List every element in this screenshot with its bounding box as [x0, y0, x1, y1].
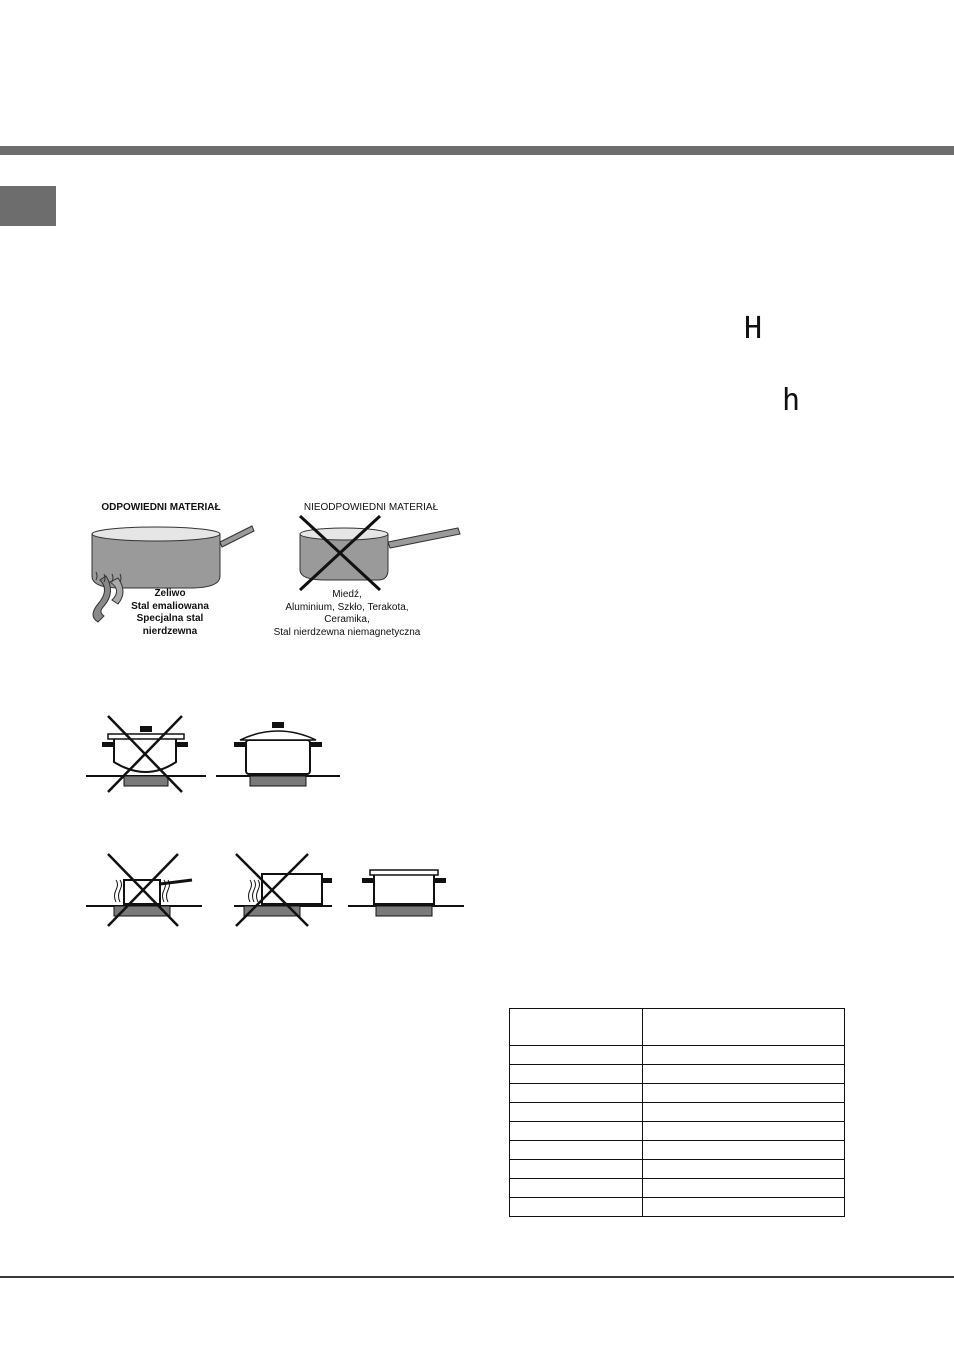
unsuitable-material-list [262, 589, 432, 639]
unsuitable-material-2: Aluminium, Szkło, Terakota, [285, 601, 409, 613]
table-cell [510, 1122, 643, 1141]
saucepan-icon [300, 528, 460, 580]
table-cell [510, 1084, 643, 1103]
table-cell [643, 1046, 845, 1065]
table-row [510, 1065, 845, 1084]
footer-rule [0, 1276, 954, 1278]
unsuitable-material-4: Stal nierdzewna niemagnetyczna [273, 626, 421, 638]
suitable-material-2: Stal emaliowana [131, 600, 209, 612]
table-row [510, 1141, 845, 1160]
header-bar [0, 146, 954, 155]
correct-size-pot-icon [348, 870, 464, 916]
table-cell [643, 1122, 845, 1141]
table-cell [510, 1046, 643, 1065]
table-cell [510, 1103, 643, 1122]
unsuitable-material-3: Ceramika, [324, 614, 370, 625]
table-row [510, 1103, 845, 1122]
table-cell [643, 1103, 845, 1122]
table-cell [643, 1065, 845, 1084]
pot-base-comparison [84, 712, 344, 796]
table-header-cell [510, 1009, 643, 1046]
display-symbol-h: h [782, 383, 801, 418]
suitable-material-heading: ODPOWIEDNI MATERIAŁ [101, 502, 221, 513]
suitable-material-3: Specjalna stal [136, 613, 204, 624]
flat-base-pot-icon [216, 722, 340, 786]
heat-waves-icon [249, 880, 260, 902]
table-cell [643, 1198, 845, 1217]
table-cell [510, 1065, 643, 1084]
warped-base-pot-icon [86, 716, 206, 792]
suitable-material-4: nierdzewna [142, 625, 198, 637]
display-symbol-H: H [744, 311, 763, 346]
unsuitable-material-1: Miedź, [332, 589, 362, 600]
table-cell [643, 1160, 845, 1179]
table-cell [643, 1141, 845, 1160]
suitable-material-list [118, 588, 222, 638]
unsuitable-pan-illustration [292, 512, 464, 592]
table-header-cell [643, 1009, 845, 1046]
pot-size-comparison [84, 852, 468, 928]
table-row [510, 1084, 845, 1103]
table-cell [510, 1179, 643, 1198]
offset-pot-icon [234, 854, 332, 926]
unsuitable-material-heading: NIEODPOWIEDNI MATERIAŁ [303, 502, 439, 513]
suitable-material-1: Żeliwo [154, 588, 186, 599]
table-row [510, 1046, 845, 1065]
small-pot-icon [86, 854, 202, 926]
power-level-table [509, 1008, 845, 1217]
table-cell [643, 1084, 845, 1103]
table-cell [510, 1141, 643, 1160]
table-cell [510, 1198, 643, 1217]
table-cell [510, 1160, 643, 1179]
table-row [510, 1122, 845, 1141]
table-row [510, 1179, 845, 1198]
table-row [510, 1160, 845, 1179]
table-row [510, 1198, 845, 1217]
table-body [510, 1009, 845, 1217]
table-cell [643, 1179, 845, 1198]
language-tab [0, 186, 56, 226]
table-header-row [510, 1009, 845, 1046]
